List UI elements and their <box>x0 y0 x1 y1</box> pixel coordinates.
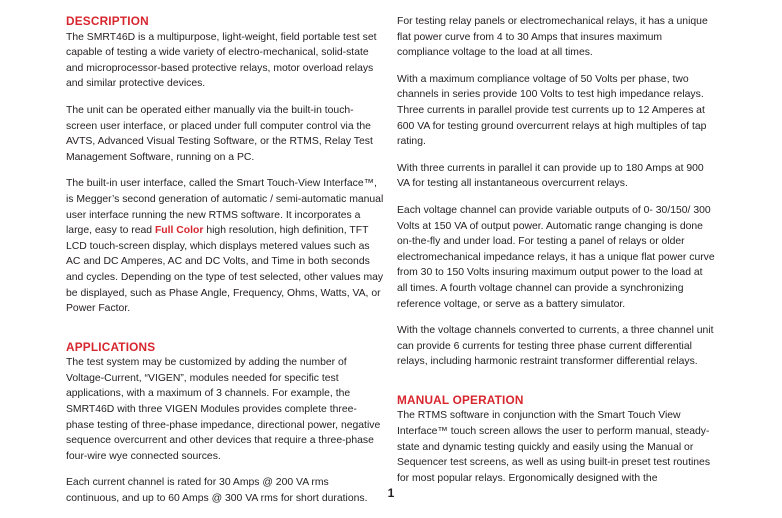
description-paragraph-2: The unit can be operated either manually via the built-in touch-screen user interface, or placed under full computer control via the AVTS, Advanced Visual Testing Software, or the RTMS, Relay Test Management Software, running on a PC. <box>66 104 373 163</box>
applications-heading: APPLICATIONS <box>66 339 156 354</box>
manual-operation-heading: MANUAL OPERATION <box>397 392 524 407</box>
right-paragraph-5: With the voltage channels converted to currents, a three channel unit can provide 6 currents for testing three phase current differential relays, including harmonic restraint transformer differential relays. <box>397 325 714 368</box>
applications-paragraph-1: The test system may be customized by adding the number of Voltage-Current, “VIGEN”, modules needed for specific test applications, with a maximum of 3 channels. For example, the SMRT46D with three VIGEN Modules provides complete three-phase testing of three-phase impedance, directional power, negative sequence overcurrent and other devices that require a three-phase four-wire wye connected sources. <box>66 357 381 462</box>
manual-operation-paragraph: The RTMS software in conjunction with the Smart Touch View Interface™ touch screen allows the user to perform manual, steady-state and dynamic testing quickly and easily using the Manual or Sequencer test screens, as well as using built-in preset test routines for most popular relays. Ergonomically designed with the <box>397 410 711 484</box>
description-heading: DESCRIPTION <box>66 14 149 28</box>
right-column <box>397 14 715 497</box>
p3-text-a: The built-in user interface, called the Smart Touch-View Interface™, is Megger’s second generation of automatic / semi-automatic manual user interface running the new RTMS software. It incorporates a large, easy to read <box>66 178 384 237</box>
p3-text-b: high resolution, high definition, TFT LCD touch-screen display, which displays metered values such as AC and DC Amperes, AC and DC Volts, and Time in both seconds and cycles. Depending on the type of test selected, other values may be displayed, such as Phase Angle, Frequency, Ohms, Watts, VA, or Power Factor. <box>66 225 384 315</box>
right-paragraph-4: Each voltage channel can provide variable outputs of 0- 30/150/ 300 Volts at 150 VA of output power. Automatic range changing is done on-the-fly and under load. For testing a panel of relays or older electromechanical impedance relays, it has a unique flat power curve from 30 to 150 Volts insuring maximum output power to the load at all times. A fourth voltage channel can provide a synchronizing reference voltage, or serve as a battery simulator. <box>397 204 715 310</box>
applications-paragraph-2: Each current channel is rated for 30 Amps @ 200 VA rms continuous, and up to 60 Amps @ 300 VA rms for short durations. <box>66 477 368 505</box>
full-color-highlight: Full Color <box>154 225 204 237</box>
page-number: 1 <box>387 486 395 500</box>
left-column <box>66 14 384 518</box>
right-paragraph-1: For testing relay panels or electromechanical relays, it has a unique flat power curve from 4 to 30 Amps that insures maximum compliance voltage to the load at all times. <box>397 16 708 59</box>
right-paragraph-2: With a maximum compliance voltage of 50 Volts per phase, two channels in series provide 100 Volts to test high impedance relays. Three currents in parallel provide test currents up to 12 Amperes at 600 VA for testing ground overcurrent relays at high multiples of tap rating. <box>397 73 707 148</box>
description-paragraph-1: The SMRT46D is a multipurpose, light-weight, field portable test set capable of testing a wide variety of electro-mechanical, solid-state and microprocessor-based protective relays, motor overload relays and similar protective devices. <box>66 31 377 90</box>
right-paragraph-3: With three currents in parallel it can provide up to 180 Amps at 900 VA for testing all instantaneous overcurrent relays. <box>397 162 704 190</box>
description-paragraph-3 <box>66 176 384 316</box>
